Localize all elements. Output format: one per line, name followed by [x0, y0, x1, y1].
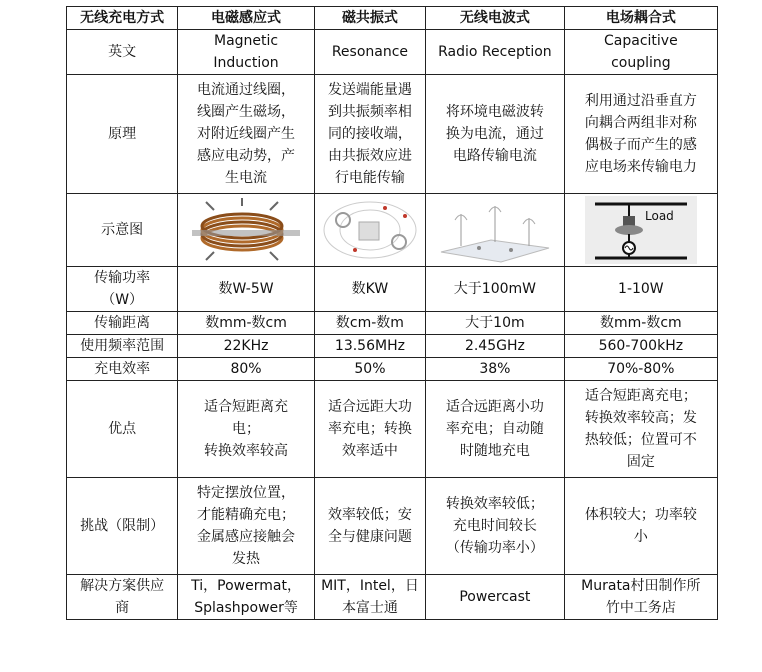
capacitive-circuit-image [571, 196, 711, 264]
cell: 38% [426, 358, 565, 381]
radio-waves-image [431, 196, 559, 264]
cell: 1-10W [564, 267, 717, 312]
cell: Murata村田制作所 竹中工务店 [564, 575, 717, 620]
row-label: 解决方案供应 商 [67, 575, 178, 620]
row-label: 示意图 [67, 194, 178, 267]
cell: 数mm-数cm [564, 312, 717, 335]
cell: 特定摆放位置， 才能精确充电； 金属感应接触会 发热 [178, 478, 315, 575]
load-label: Load [644, 209, 674, 223]
row-advantages [67, 381, 718, 478]
header-radio: 无线电波式 [426, 7, 565, 30]
row-english [67, 30, 718, 75]
row-label: 原理 [67, 75, 178, 194]
cell: 适合远距大功 率充电；转换 效率适中 [314, 381, 425, 478]
cell: 转换效率较低； 充电时间较长 （传输功率小） [426, 478, 565, 575]
cell: 22KHz [178, 335, 315, 358]
cell: Ti，Powermat， Splashpower等 [178, 575, 315, 620]
cell: Resonance [314, 30, 425, 75]
cell: 效率较低；安 全与健康问题 [314, 478, 425, 575]
cell: 数KW [314, 267, 425, 312]
header-induction: 电磁感应式 [178, 7, 315, 30]
wireless-charging-table [66, 6, 718, 620]
row-label: 传输功率 （W） [67, 267, 178, 312]
cell: 适合短距离充电； 转换效率较高；发 热较低；位置可不 固定 [564, 381, 717, 478]
row-efficiency [67, 358, 718, 381]
cell: 大于100mW [426, 267, 565, 312]
cell: 数W-5W [178, 267, 315, 312]
induction-coil-image [184, 196, 308, 264]
cell: 发送端能量遇 到共振频率相 同的接收端， 由共振效应进 行电能传输 [314, 75, 425, 194]
row-power [67, 267, 718, 312]
cell: Capacitive coupling [564, 30, 717, 75]
header-row [67, 7, 718, 30]
cell: MIT，Intel，日 本富士通 [314, 575, 425, 620]
row-challenges [67, 478, 718, 575]
resonance-diagram-cell [314, 194, 425, 267]
cell: 80% [178, 358, 315, 381]
cell: 13.56MHz [314, 335, 425, 358]
cell: 体积较大；功率较 小 [564, 478, 717, 575]
cell: 2.45GHz [426, 335, 565, 358]
cell: 数cm-数m [314, 312, 425, 335]
row-label: 充电效率 [67, 358, 178, 381]
cell: 数mm-数cm [178, 312, 315, 335]
cell: 适合远距离小功 率充电；自动随 时随地充电 [426, 381, 565, 478]
row-distance [67, 312, 718, 335]
header-resonance: 磁共振式 [314, 7, 425, 30]
row-label: 传输距离 [67, 312, 178, 335]
row-suppliers [67, 575, 718, 620]
row-label: 挑战（限制） [67, 478, 178, 575]
induction-diagram-cell [178, 194, 315, 267]
cell: 利用通过沿垂直方 向耦合两组非对称 偶极子而产生的感 应电场来传输电力 [564, 75, 717, 194]
cell: 70%-80% [564, 358, 717, 381]
row-principle [67, 75, 718, 194]
cell: 电流通过线圈， 线圈产生磁场， 对附近线圈产生 感应电动势，产 生电流 [178, 75, 315, 194]
radio-diagram-cell [426, 194, 565, 267]
header-capacitive: 电场耦合式 [564, 7, 717, 30]
resonance-image [319, 196, 421, 264]
row-label: 优点 [67, 381, 178, 478]
cell: 50% [314, 358, 425, 381]
cell: Magnetic Induction [178, 30, 315, 75]
cell: 大于10m [426, 312, 565, 335]
capacitive-diagram-cell [564, 194, 717, 267]
cell: 适合短距离充 电； 转换效率较高 [178, 381, 315, 478]
row-label: 使用频率范围 [67, 335, 178, 358]
cell: Radio Reception [426, 30, 565, 75]
row-diagram [67, 194, 718, 267]
cell: 560-700kHz [564, 335, 717, 358]
cell: 将环境电磁波转 换为电流，通过 电路传输电流 [426, 75, 565, 194]
cell: Powercast [426, 575, 565, 620]
row-label: 英文 [67, 30, 178, 75]
row-frequency [67, 335, 718, 358]
header-method: 无线充电方式 [67, 7, 178, 30]
